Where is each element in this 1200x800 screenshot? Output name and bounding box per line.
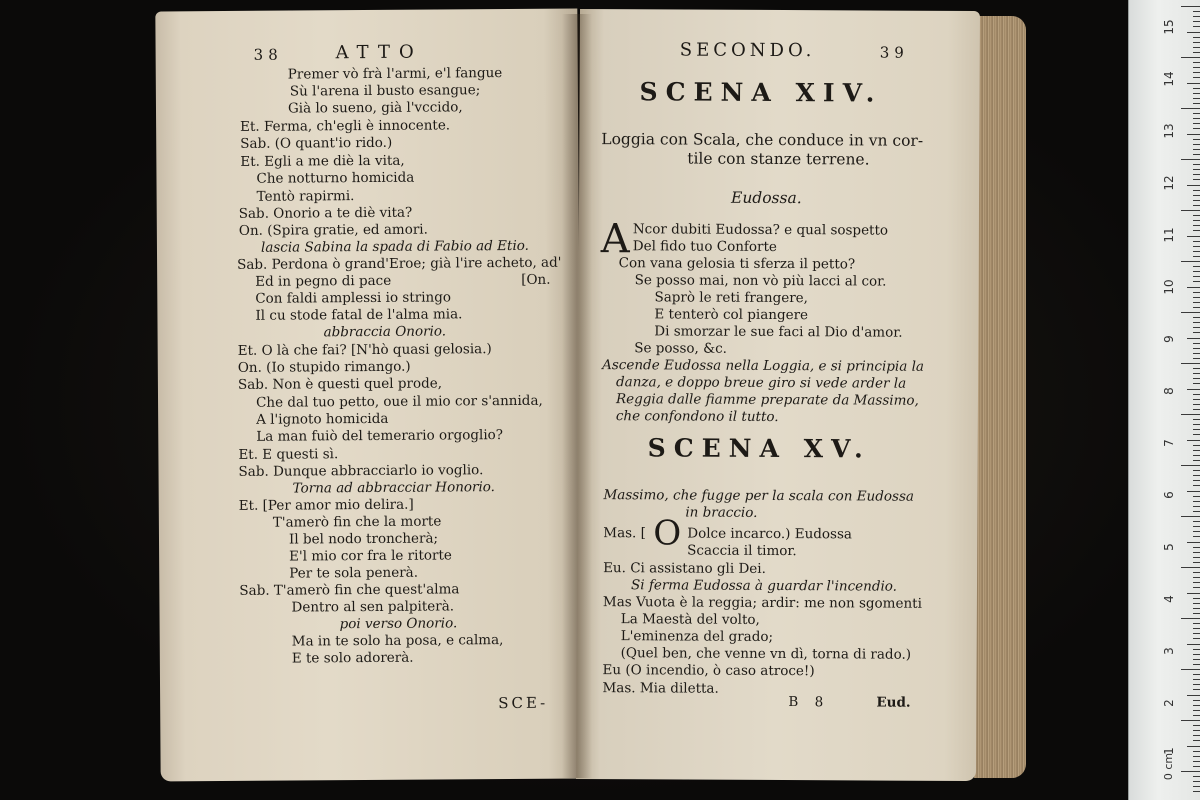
ruler-tick [1193,684,1200,685]
ruler-tick [1193,220,1200,221]
text-line: Et. E questi sì. [238,446,339,463]
ruler-tick [1193,480,1200,481]
ruler-tick [1181,159,1200,160]
ruler-tick [1193,730,1200,731]
ruler-tick [1181,669,1200,670]
text-line: Di smorzar le sue faci al Dio d'amor. [654,323,903,341]
drop-cap: O [653,513,682,554]
text-line: Sù l'arena il busto esangue; [289,82,481,100]
ruler-unit: 0 cm [1162,752,1176,781]
stage-direction: Torna ad abbracciar Honorio. [292,479,495,497]
text-line: Et. O là che fai? [N'hò quasi gelosia.) [237,341,492,359]
ruler-tick [1181,312,1200,313]
ruler-tick [1193,205,1200,206]
right-running-head: SECONDO. [679,39,816,62]
ruler-tick [1193,47,1200,48]
text-line: Se posso, &c. [634,340,728,357]
ruler-number: 8 [1162,387,1176,395]
ruler-tick [1193,98,1200,99]
left-page-number: 38 [253,45,283,64]
ruler-number: 2 [1162,699,1176,707]
ruler-tick [1187,338,1200,339]
ruler-tick [1193,128,1200,129]
text-line: Con vana gelosia ti sferza il petto? [618,255,856,273]
ruler-tick [1193,358,1200,359]
ruler-tick [1193,42,1200,43]
ruler-tick [1193,154,1200,155]
ruler-number: 10 [1162,279,1176,295]
ruler-tick [1193,434,1200,435]
ruler-tick [1193,501,1200,502]
ruler-tick [1193,11,1200,12]
ruler-tick [1193,327,1200,328]
ruler-tick [1193,700,1200,701]
ruler-tick [1193,307,1200,308]
ruler-tick [1193,144,1200,145]
text-line: Mas. Mia diletta. [602,680,719,697]
ruler-tick [1193,123,1200,124]
book-gutter [562,14,592,778]
ruler-tick [1187,491,1200,492]
ruler-tick [1193,67,1200,68]
ruler-tick [1193,419,1200,420]
text-line: Et. Ferma, ch'egli è innocente. [240,117,451,135]
ruler-tick [1193,225,1200,226]
text-line: Ncor dubiti Eudossa? e qual sospetto [632,221,889,239]
stage-direction: lascia Sabina la spada di Fabio ad Etio. [260,237,529,256]
ruler-tick [1193,424,1200,425]
ruler-tick [1193,460,1200,461]
text-line: Tentò rapirmi. [256,188,355,205]
text-line: Per te sola penerà. [289,564,419,582]
ruler-tick [1193,679,1200,680]
stage-direction: che confondono il tutto. [615,408,779,426]
ruler-tick [1181,516,1200,517]
ruler-tick [1181,414,1200,415]
ruler-tick [1193,373,1200,374]
ruler-tick [1193,174,1200,175]
ruler-tick [1193,343,1200,344]
ruler-tick [1193,450,1200,451]
right-catchword: Eud. [876,694,911,711]
text-line: Et. [Per amor mio delira.] [238,496,414,514]
ruler-number: 5 [1162,543,1176,551]
ruler-tick [1187,542,1200,543]
ruler-tick [1187,389,1200,390]
text-line: Saprò le reti frangere, [654,289,809,307]
scene-title-xv: SCENA XV. [647,433,871,464]
ruler-tick [1193,587,1200,588]
scene-title-xiv: SCENA XIV. [639,77,883,108]
ruler-tick [1193,88,1200,89]
setting-line: Loggia con Scala, che conduce in vn cor- [601,130,924,150]
ruler-tick [1181,57,1200,58]
stage-direction: Ascende Eudossa nella Loggia, e si principia la [602,357,925,375]
ruler-tick [1193,781,1200,782]
ruler-tick [1193,735,1200,736]
text-line: Mas Vuota è la reggia; ardir: me non sgomenti [602,594,922,612]
text-line: Eu (O incendio, ò caso atroce!) [602,662,815,680]
ruler-tick [1193,577,1200,578]
ruler-tick [1187,134,1200,135]
ruler-tick [1193,399,1200,400]
ruler-tick [1193,766,1200,767]
text-line: Sab. Dunque abbracciarlo io voglio. [238,462,484,480]
ruler-tick [1193,353,1200,354]
ruler-tick [1193,603,1200,604]
ruler-tick [1181,720,1200,721]
ruler-tick [1193,383,1200,384]
stage-direction: Si ferma Eudossa à guardar l'incendio. [630,577,898,595]
stage-direction: abbraccia Onorio. [323,323,447,341]
ruler-tick [1193,511,1200,512]
text-line: Sab. (O quant'io rido.) [240,134,393,152]
ruler-tick [1193,715,1200,716]
ruler-tick [1181,108,1200,109]
ruler-tick [1193,256,1200,257]
ruler-tick [1193,276,1200,277]
ruler-tick [1193,16,1200,17]
ruler-tick [1181,363,1200,364]
book-fore-edge [974,16,1026,778]
ruler-tick [1193,113,1200,114]
ruler-tick [1193,21,1200,22]
text-line: On. (Io stupido rimango.) [237,358,411,376]
ruler-tick [1193,118,1200,119]
text-line: Che dal tuo petto, oue il mio cor s'annida, [255,392,543,411]
ruler-tick [1181,261,1200,262]
ruler-tick [1193,77,1200,78]
right-page [576,9,980,781]
ruler-tick [1193,547,1200,548]
character-name: Massimo, che fugge per la scala con Eudossa [603,487,914,505]
ruler-tick [1193,195,1200,196]
ruler-tick [1181,618,1200,619]
text-line: L'eminenza del grado; [620,628,774,645]
text-line: Già lo sueno, già l'vccido, [287,99,463,117]
ruler-tick [1193,496,1200,497]
ruler-tick [1193,608,1200,609]
open-book [158,10,1030,788]
text-line: Con faldi amplessi io stringo [255,289,452,307]
ruler-tick [1187,644,1200,645]
ruler-tick [1193,598,1200,599]
ruler-tick [1193,241,1200,242]
ruler-tick [1193,266,1200,267]
setting-line: tile con stanze terrene. [687,149,870,169]
ruler-tick [1187,287,1200,288]
text-line: (Quel ben, che venne vn dì, torna di rado.) [620,645,912,663]
ruler-tick [1193,521,1200,522]
ruler-tick [1193,638,1200,639]
ruler-tick [1193,62,1200,63]
ruler-tick [1193,271,1200,272]
ruler-tick [1193,674,1200,675]
text-line: A l'ignoto homicida [256,410,389,428]
ruler-tick [1193,297,1200,298]
ruler-tick [1193,725,1200,726]
text-line: Se posso mai, non vò più lacci al cor. [634,272,887,290]
drop-cap: A [600,216,630,263]
ruler-tick [1193,475,1200,476]
text-line: Ed in pegno di pace [255,272,392,290]
ruler-number: 14 [1162,71,1176,87]
text-line: E te solo adorerà. [291,649,414,667]
ruler-tick [1181,210,1200,211]
text-line: Premer vò frà l'armi, e'l fangue [287,65,503,83]
ruler-tick [1193,200,1200,201]
ruler-tick [1193,72,1200,73]
ruler-tick [1193,169,1200,170]
ruler-tick [1193,409,1200,410]
ruler-tick [1193,429,1200,430]
ruler-tick [1193,633,1200,634]
text-line: Et. Egli a me diè la vita, [240,152,405,170]
ruler-tick [1193,659,1200,660]
ruler-tick [1193,179,1200,180]
ruler-tick [1193,689,1200,690]
ruler-tick [1193,572,1200,573]
ruler-tick [1193,445,1200,446]
signature-mark: B 8 [788,694,830,711]
ruler-tick [1193,756,1200,757]
text-line: On. (Spira gratie, ed amori. [238,221,428,239]
ruler-tick [1193,654,1200,655]
ruler-tick [1181,567,1200,568]
ruler-tick [1187,695,1200,696]
ruler-tick [1193,317,1200,318]
left-page [155,9,582,782]
ruler-tick [1193,536,1200,537]
ruler-tick [1193,394,1200,395]
ruler-tick [1193,215,1200,216]
ruler-number: 15 [1162,19,1176,35]
ruler-tick [1193,230,1200,231]
ruler-number: 12 [1162,175,1176,191]
ruler-tick [1193,26,1200,27]
ruler-number: 11 [1162,227,1176,243]
ruler-number: 3 [1162,647,1176,655]
text-line: E tenterò col piangere [654,306,809,324]
ruler-tick [1193,93,1200,94]
text-line: [On. [521,271,551,288]
ruler-tick [1187,32,1200,33]
ruler-tick [1193,761,1200,762]
ruler-tick [1193,368,1200,369]
ruler-tick [1193,292,1200,293]
ruler-tick [1193,103,1200,104]
ruler-tick [1193,404,1200,405]
ruler-number: 4 [1162,595,1176,603]
text-line: Che notturno homicida [256,169,415,187]
ruler-tick [1193,485,1200,486]
ruler-tick [1193,664,1200,665]
measuring-ruler [1128,0,1200,800]
ruler-tick [1193,562,1200,563]
ruler-tick [1193,776,1200,777]
text-line: La Maestà del volto, [620,611,760,628]
ruler-tick [1187,440,1200,441]
ruler-tick [1193,526,1200,527]
ruler-number: 7 [1162,439,1176,447]
ruler-tick [1193,348,1200,349]
ruler-tick [1193,246,1200,247]
ruler-number: 9 [1162,335,1176,343]
ruler-tick [1193,164,1200,165]
text-line: La man fuiò del temerario orgoglio? [256,427,504,445]
text-line: Eu. Ci assistano gli Dei. [603,560,766,577]
ruler-tick [1193,613,1200,614]
left-catchword: SCE- [498,693,549,713]
ruler-tick [1193,710,1200,711]
ruler-tick [1193,531,1200,532]
ruler-number: 1 [1162,747,1176,755]
text-line: Ma in te solo ha posa, e calma, [291,632,504,650]
ruler-tick [1193,740,1200,741]
ruler-tick [1187,593,1200,594]
ruler-tick [1193,506,1200,507]
ruler-tick [1193,649,1200,650]
text-line: Del fido tuo Conforte [632,238,777,255]
ruler-tick [1193,552,1200,553]
ruler-tick [1193,190,1200,191]
ruler-tick [1193,628,1200,629]
ruler-tick [1193,139,1200,140]
ruler-tick [1193,791,1200,792]
ruler-tick [1193,251,1200,252]
ruler-tick [1193,582,1200,583]
ruler-tick [1193,751,1200,752]
text-line: Sab. T'amerò fin che quest'alma [239,581,460,599]
ruler-tick [1181,465,1200,466]
ruler-tick [1193,455,1200,456]
ruler-tick [1187,83,1200,84]
text-line: T'amerò fin che la morte [272,513,442,531]
ruler-tick [1193,322,1200,323]
text-line: Dentro al sen palpiterà. [291,598,455,616]
ruler-tick [1193,557,1200,558]
text-line: Il bel nodo troncherà; [288,530,439,548]
ruler-tick [1193,470,1200,471]
ruler-number: 13 [1162,123,1176,139]
ruler-tick [1193,149,1200,150]
ruler-tick [1193,705,1200,706]
ruler-tick [1193,302,1200,303]
text-line: Sab. Perdona ò grand'Eroe; già l'ire acheto, ad' [237,254,562,273]
character-name: Eudossa. [730,188,802,208]
text-line: E'l mio cor fra le ritorte [289,547,452,565]
ruler-tick [1181,771,1200,772]
ruler-tick [1193,786,1200,787]
text-line: Il cu stode fatal de l'alma mia. [255,306,463,324]
right-page-number: 39 [879,43,909,62]
stage-direction: poi verso Onorio. [339,615,458,633]
text-line: Sab. Onorio a te diè vita? [238,204,413,222]
stage-direction: danza, e doppo breue giro si vede arder la [616,374,907,392]
text-line: Sab. Non è questi quel prode, [237,375,443,393]
ruler-tick [1193,332,1200,333]
ruler-tick [1193,623,1200,624]
ruler-tick [1187,236,1200,237]
text-line: Scaccia il timor. [687,542,797,560]
ruler-tick [1187,746,1200,747]
ruler-tick [1193,52,1200,53]
ruler-tick [1187,185,1200,186]
ruler-number: 6 [1162,491,1176,499]
stage-direction: Reggia dalle fiamme preparate da Massimo, [615,391,919,409]
character-name: in braccio. [685,504,758,521]
left-running-head: ATTO [335,41,423,64]
ruler-tick [1181,6,1200,7]
text-line: Dolce incarco.) Eudossa [687,525,853,543]
ruler-tick [1193,37,1200,38]
ruler-tick [1193,378,1200,379]
text-line: Mas. [ [603,525,646,542]
ruler-tick [1193,281,1200,282]
